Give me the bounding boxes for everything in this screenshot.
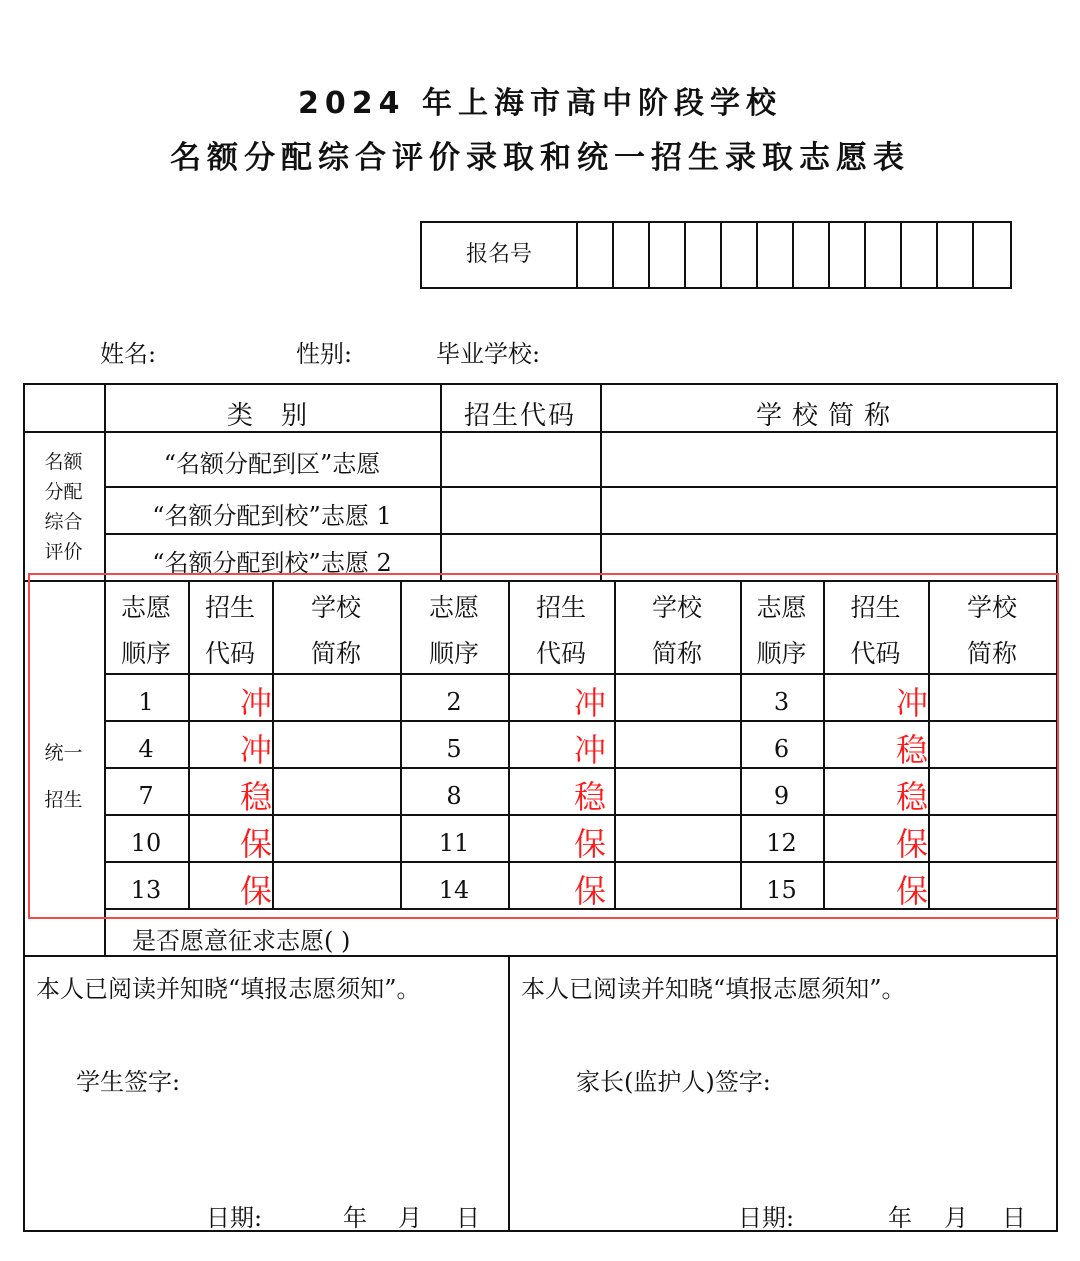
choice-order: 4 (138, 735, 154, 763)
header-code: 招生 代码 (204, 593, 255, 668)
choice-order: 10 (130, 829, 162, 857)
registration-digit-cell[interactable] (722, 223, 758, 287)
quota-school-input-district[interactable] (602, 433, 1054, 485)
graduate-school-label: 毕业学校: (436, 340, 541, 368)
student-signature-label: 学生签字: (76, 1068, 181, 1096)
parent-date-year: 年 (888, 1204, 912, 1232)
solicit-choice-question[interactable]: 是否愿意征求志愿( ) (132, 927, 351, 955)
unified-side-label-2: 招生 (44, 789, 83, 811)
header-order: 志愿 顺序 (756, 593, 807, 668)
choice-order: 3 (773, 688, 790, 716)
quota-code-input-district[interactable] (442, 433, 598, 485)
quota-code-input-1[interactable] (442, 488, 598, 532)
registration-digit-cell[interactable] (578, 223, 614, 287)
header-code: 招生 代码 (535, 593, 586, 668)
student-date-year: 年 (343, 1204, 367, 1232)
header-school: 学校 简称 (310, 593, 361, 668)
choice-order: 6 (773, 735, 790, 763)
strategy-mark[interactable]: 保 (895, 872, 928, 910)
school-header: 学校简称 (755, 401, 900, 431)
strategy-mark[interactable]: 冲 (239, 684, 272, 722)
header-school: 学校 简称 (651, 593, 702, 668)
header-code: 招生 代码 (850, 593, 901, 668)
student-signature-field[interactable] (200, 1055, 490, 1099)
strategy-mark[interactable]: 稳 (239, 778, 272, 816)
choice-order: 8 (446, 782, 462, 810)
registration-digit-cell[interactable] (794, 223, 830, 287)
choice-order: 14 (438, 876, 470, 904)
registration-digit-cell[interactable] (830, 223, 866, 287)
strategy-mark[interactable]: 冲 (895, 684, 928, 722)
header-order: 志愿 顺序 (428, 593, 479, 668)
choice-order: 13 (130, 876, 162, 904)
parent-declaration: 本人已阅读并知晓“填报志愿须知”。 (521, 975, 906, 1003)
registration-digit-cell[interactable] (866, 223, 902, 287)
choice-order: 11 (438, 829, 470, 857)
category-header: 类 别 (226, 401, 318, 431)
parent-signature-field[interactable] (840, 1055, 1050, 1099)
quota-school-input-1[interactable] (602, 488, 1054, 532)
form-title-line2: 名额分配综合评价录取和统一招生录取志愿表 (170, 140, 910, 176)
strategy-mark[interactable]: 稳 (573, 778, 606, 816)
choice-order: 1 (138, 688, 154, 716)
student-date-label: 日期: (206, 1204, 263, 1232)
strategy-mark[interactable]: 保 (239, 872, 272, 910)
strategy-mark[interactable]: 保 (573, 872, 606, 910)
unified-side-label-1: 统一 (44, 742, 83, 764)
registration-digit-cell[interactable] (758, 223, 794, 287)
strategy-mark[interactable]: 保 (239, 825, 272, 863)
student-declaration: 本人已阅读并知晓“填报志愿须知”。 (36, 975, 421, 1003)
strategy-mark[interactable]: 冲 (573, 731, 606, 769)
strategy-mark[interactable]: 保 (895, 825, 928, 863)
registration-digit-cell[interactable] (938, 223, 974, 287)
strategy-mark[interactable]: 稳 (895, 731, 928, 769)
parent-date-label: 日期: (738, 1204, 795, 1232)
parent-date-day: 日 (1002, 1204, 1026, 1232)
code-header: 招生代码 (463, 401, 576, 431)
form-title-line1: 2024 年上海市高中阶段学校 (298, 86, 782, 121)
registration-digit-cell[interactable] (974, 223, 1010, 287)
registration-digit-cell[interactable] (686, 223, 722, 287)
choice-order: 7 (138, 782, 154, 810)
choice-order: 2 (446, 688, 462, 716)
name-label: 姓名: (100, 340, 157, 368)
highlight-box (28, 573, 1059, 919)
header-school: 学校 简称 (966, 593, 1017, 668)
header-order: 志愿 顺序 (120, 593, 171, 668)
quota-school-choice-2: “名额分配到校”志愿 2 (152, 549, 392, 577)
student-date-month: 月 (398, 1204, 422, 1232)
quota-school-choice-1: “名额分配到校”志愿 1 (152, 502, 392, 530)
strategy-mark[interactable]: 稳 (895, 778, 928, 816)
choice-order: 5 (446, 735, 462, 763)
parent-signature-label: 家长(监护人)签字: (576, 1068, 771, 1096)
choice-order: 9 (773, 782, 790, 810)
gender-label: 性别: (296, 340, 353, 368)
parent-date-month: 月 (944, 1204, 968, 1232)
registration-digit-cell[interactable] (902, 223, 938, 287)
strategy-mark[interactable]: 冲 (573, 684, 606, 722)
registration-digit-cell[interactable] (650, 223, 686, 287)
strategy-mark[interactable]: 冲 (239, 731, 272, 769)
registration-label: 报名号 (422, 223, 578, 287)
quota-district-choice: “名额分配到区”志愿 (163, 450, 381, 478)
registration-digit-cell[interactable] (614, 223, 650, 287)
registration-number-box (420, 221, 1012, 289)
choice-order: 15 (766, 876, 797, 904)
choice-order: 12 (766, 829, 797, 857)
student-date-day: 日 (456, 1204, 480, 1232)
strategy-mark[interactable]: 保 (573, 825, 606, 863)
